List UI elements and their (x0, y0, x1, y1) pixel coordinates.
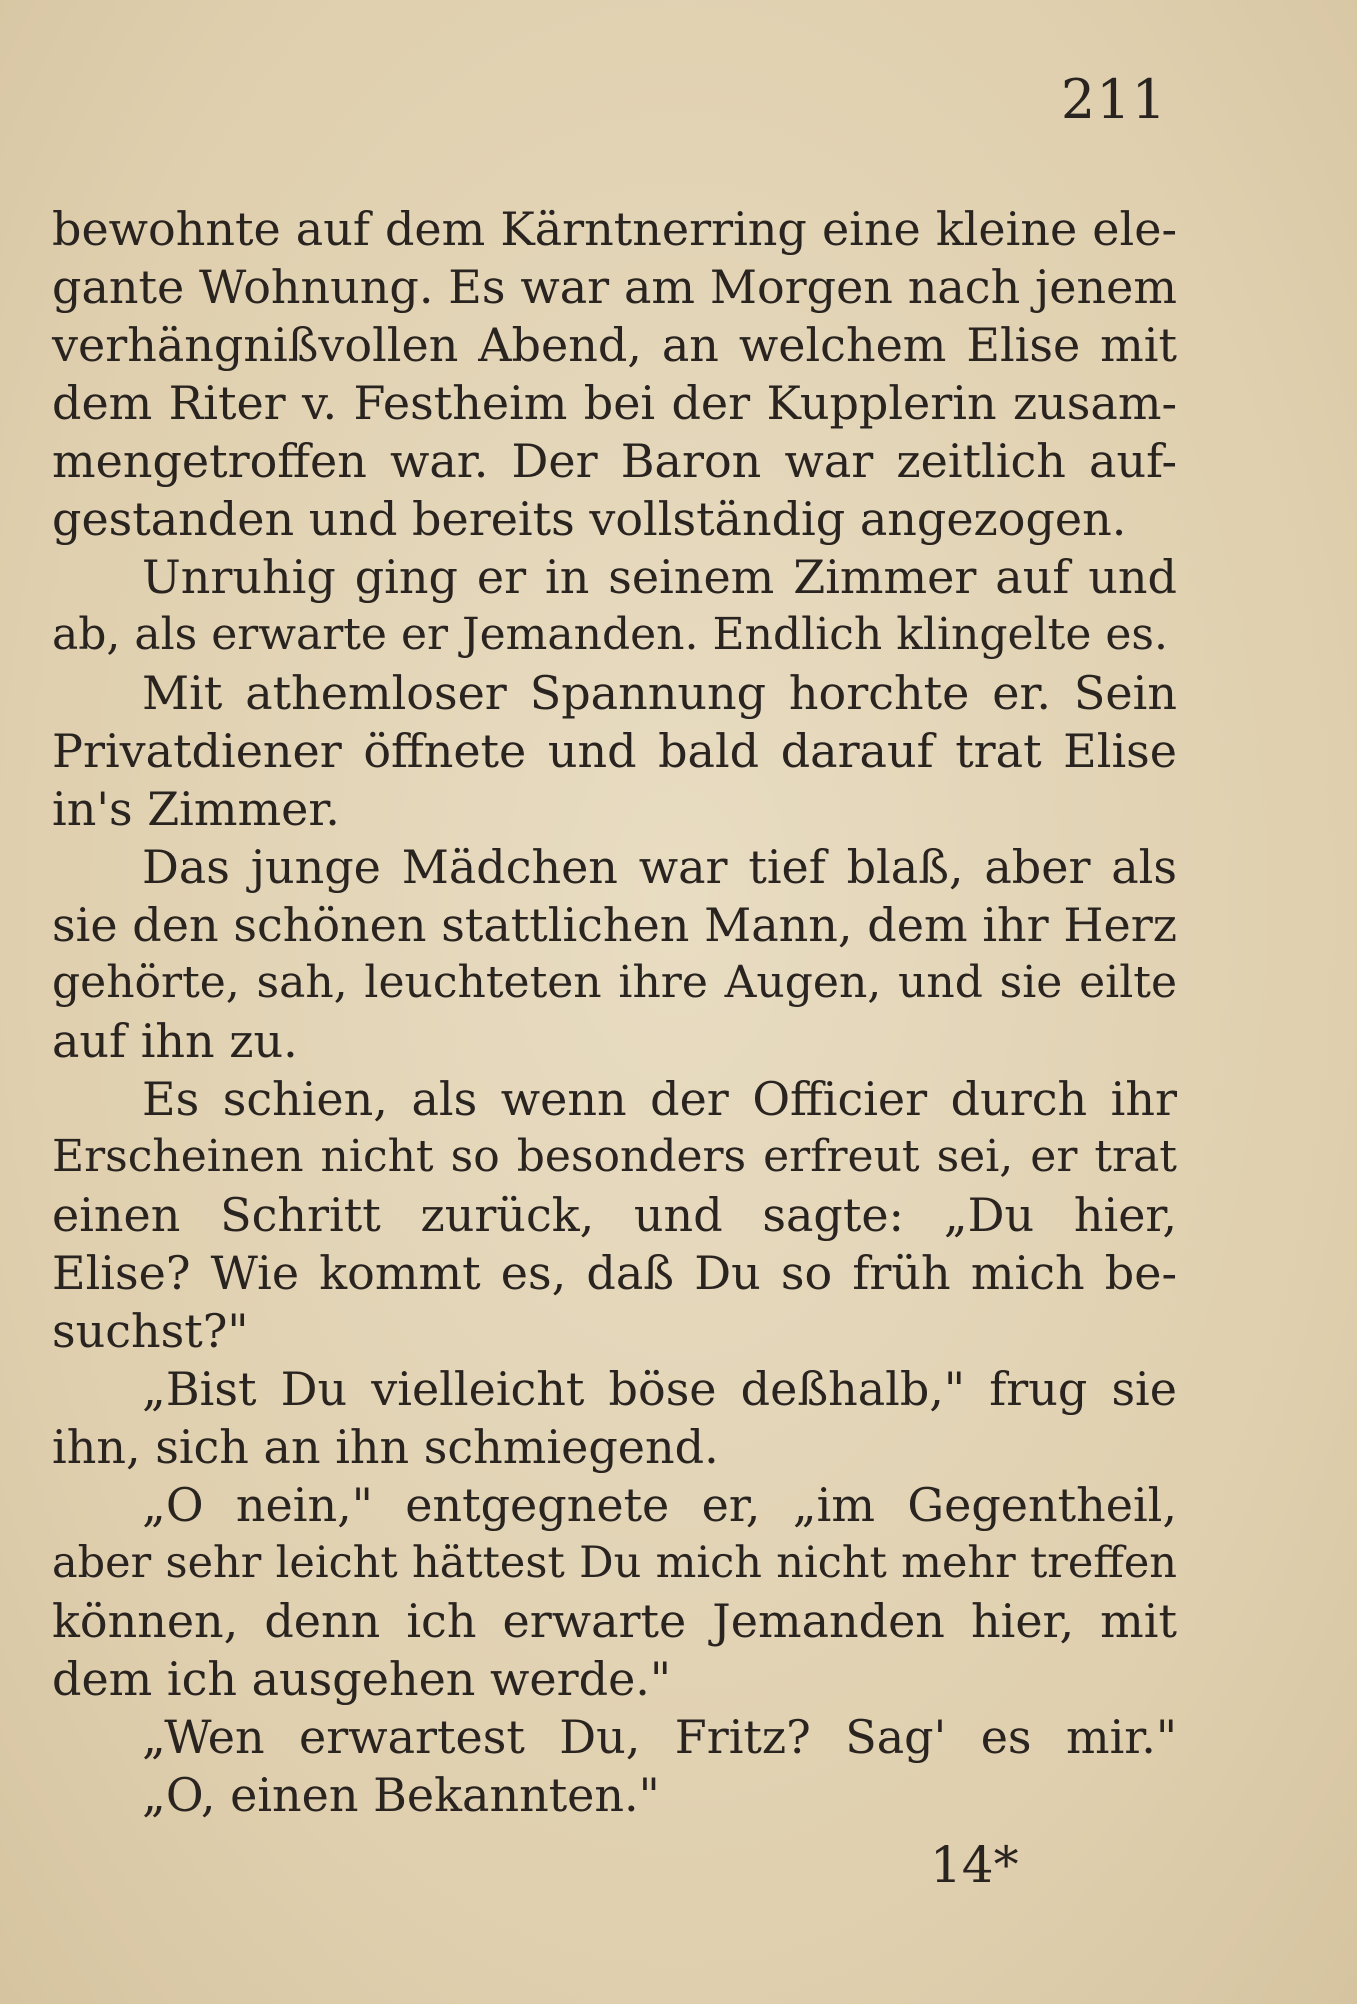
text-line: Es schien, als wenn der Officier durch ihr (142, 1072, 1177, 1126)
text-line: „Bist Du vielleicht böse deßhalb," frug sie (142, 1362, 1177, 1416)
text-line: Mit athemloser Spannung horchte er. Sein (142, 666, 1177, 720)
signature-mark: 14* (930, 1836, 1019, 1894)
text-line: verhängnißvollen Abend, an welchem Elise mit (52, 318, 1177, 372)
text-line: ab, als erwarte er Jemanden. Endlich klingelte es. (52, 609, 1168, 660)
text-line: suchst?" (52, 1304, 249, 1358)
text-line: bewohnte auf dem Kärntnerring eine kleine ele- (52, 202, 1177, 256)
text-line: sie den schönen stattlichen Mann, dem ihr Herz (52, 898, 1177, 952)
text-line: „Wen erwartest Du, Fritz? Sag' es mir." (142, 1710, 1177, 1764)
text-line: Elise? Wie kommt es, daß Du so früh mich be- (52, 1246, 1177, 1300)
text-line: einen Schritt zurück, und sagte: „Du hier, (52, 1188, 1177, 1242)
text-line: in's Zimmer. (52, 782, 340, 836)
body-text (52, 200, 1177, 1824)
text-line: auf ihn zu. (52, 1014, 298, 1068)
text-line: gestanden und bereits vollständig angezogen. (52, 492, 1127, 546)
text-line: dem ich ausgehen werde." (52, 1652, 672, 1706)
text-line: mengetroffen war. Der Baron war zeitlich auf- (52, 434, 1177, 488)
text-line: dem Riter v. Festheim bei der Kupplerin zusam- (52, 376, 1177, 430)
text-line: Privatdiener öffnete und bald darauf trat Elise (52, 724, 1177, 778)
text-line: Unruhig ging er in seinem Zimmer auf und (142, 550, 1177, 604)
text-line: gante Wohnung. Es war am Morgen nach jenem (52, 260, 1177, 314)
text-line: können, denn ich erwarte Jemanden hier, mit (52, 1594, 1177, 1648)
page-number: 211 (1060, 68, 1167, 131)
text-line: Erscheinen nicht so besonders erfreut sei, er trat (52, 1131, 1177, 1182)
text-line: ihn, sich an ihn schmiegend. (52, 1420, 719, 1474)
text-line: gehörte, sah, leuchteten ihre Augen, und sie eilte (52, 957, 1177, 1008)
text-line: „O nein," entgegnete er, „im Gegentheil, (142, 1478, 1177, 1532)
text-line: „O, einen Bekannten." (142, 1768, 660, 1822)
text-line: Das junge Mädchen war tief blaß, aber als (142, 840, 1177, 894)
text-line: aber sehr leicht hättest Du mich nicht mehr treffen (52, 1538, 1177, 1588)
